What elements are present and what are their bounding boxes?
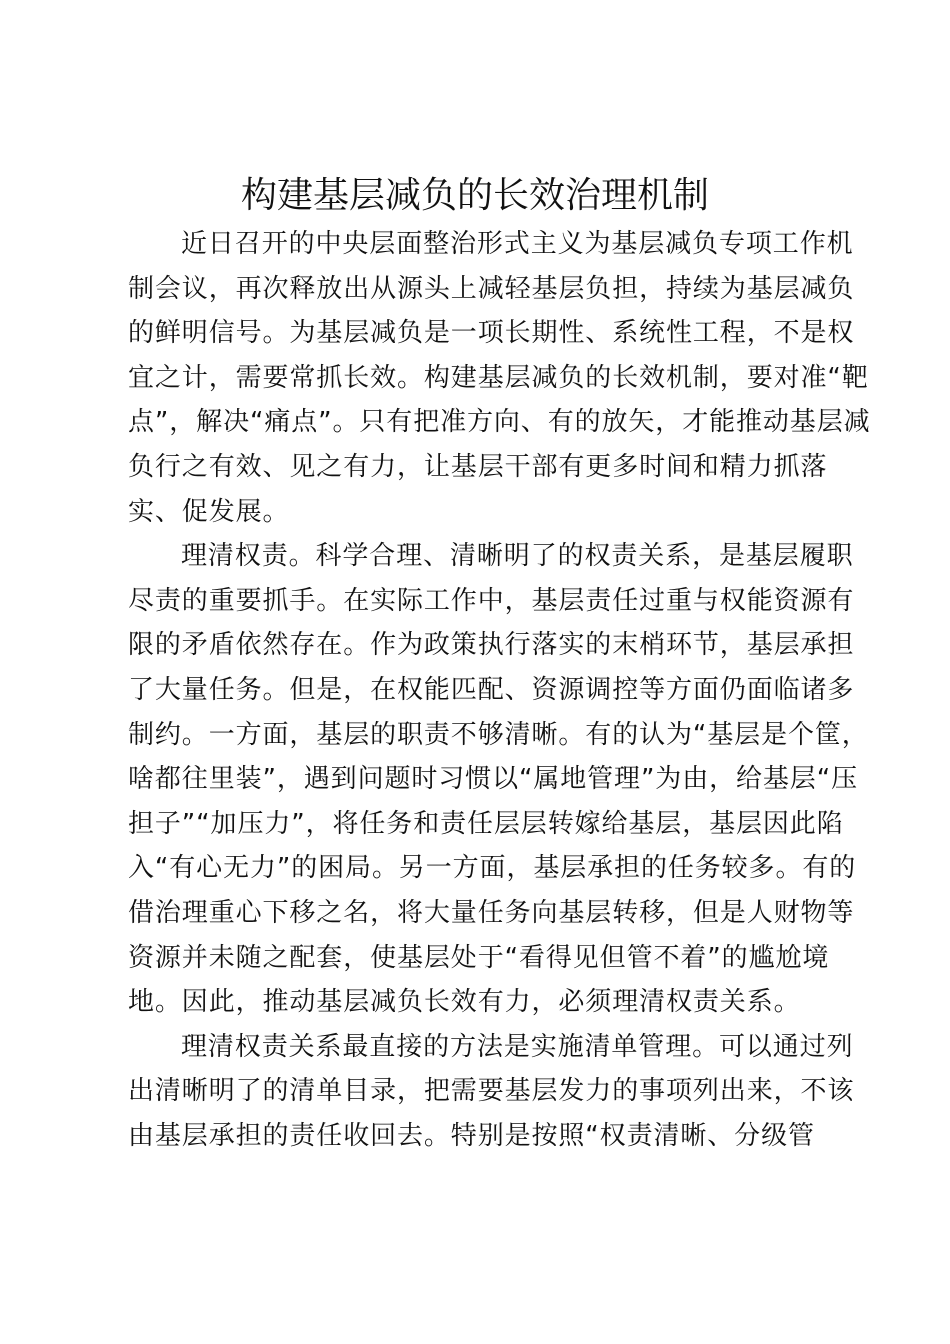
paragraph-3 xyxy=(128,1025,855,1159)
text-line: 尽责的重要抓手。在实际工作中，基层责任过重与权能资源有 xyxy=(128,585,855,616)
text-line: 制约。一方面，基层的职责不够清晰。有的认为“基层是个筐， xyxy=(128,719,869,750)
text-line: 宜之计，需要常抓长效。构建基层减负的长效机制，要对准“靶 xyxy=(128,362,869,393)
document-title: 构建基层减负的长效治理机制 xyxy=(240,175,709,216)
text-line: 了大量任务。但是，在权能匹配、资源调控等方面仍面临诸多 xyxy=(128,674,855,705)
text-line: 啥都往里装”，遇到问题时习惯以“属地管理”为由，给基层“压 xyxy=(128,764,858,795)
text-line: 实、促发展。 xyxy=(128,496,290,527)
text-line: 理清权责关系最直接的方法是实施清单管理。可以通过列 xyxy=(181,1031,854,1062)
text-line: 理清权责。科学合理、清晰明了的权责关系，是基层履职 xyxy=(181,541,854,572)
text-line: 点”，解决“痛点”。只有把准方向、有的放矢，才能推动基层减 xyxy=(128,407,871,438)
text-line: 负行之有效、见之有力，让基层干部有更多时间和精力抓落 xyxy=(128,451,828,482)
document-body xyxy=(128,222,871,1158)
text-line: 近日召开的中央层面整治形式主义为基层减负专项工作机 xyxy=(181,229,854,259)
text-line: 由基层承担的责任收回去。特别是按照“权责清晰、分级管 xyxy=(128,1120,815,1151)
paragraph-2 xyxy=(128,534,869,1025)
text-line: 借治理重心下移之名，将大量任务向基层转移，但是人财物等 xyxy=(128,897,855,928)
text-line: 资源并未随之配套，使基层处于“看得见但管不着”的尴尬境 xyxy=(128,942,830,973)
text-line: 的鲜明信号。为基层减负是一项长期性、系统性工程，不是权 xyxy=(128,318,855,349)
text-line: 地。因此，推动基层减负长效有力，必须理清权责关系。 xyxy=(128,987,801,1018)
paragraph-1 xyxy=(128,222,871,534)
text-line: 限的矛盾依然存在。作为政策执行落实的末梢环节，基层承担 xyxy=(128,630,855,661)
text-line: 入“有心无力”的困局。另一方面，基层承担的任务较多。有的 xyxy=(128,853,857,884)
text-line: 制会议，再次释放出从源头上减轻基层负担，持续为基层减负 xyxy=(128,273,855,304)
text-line: 出清晰明了的清单目录，把需要基层发力的事项列出来，不该 xyxy=(128,1076,855,1107)
text-line: 担子”“加压力”，将任务和责任层层转嫁给基层，基层因此陷 xyxy=(128,808,844,839)
